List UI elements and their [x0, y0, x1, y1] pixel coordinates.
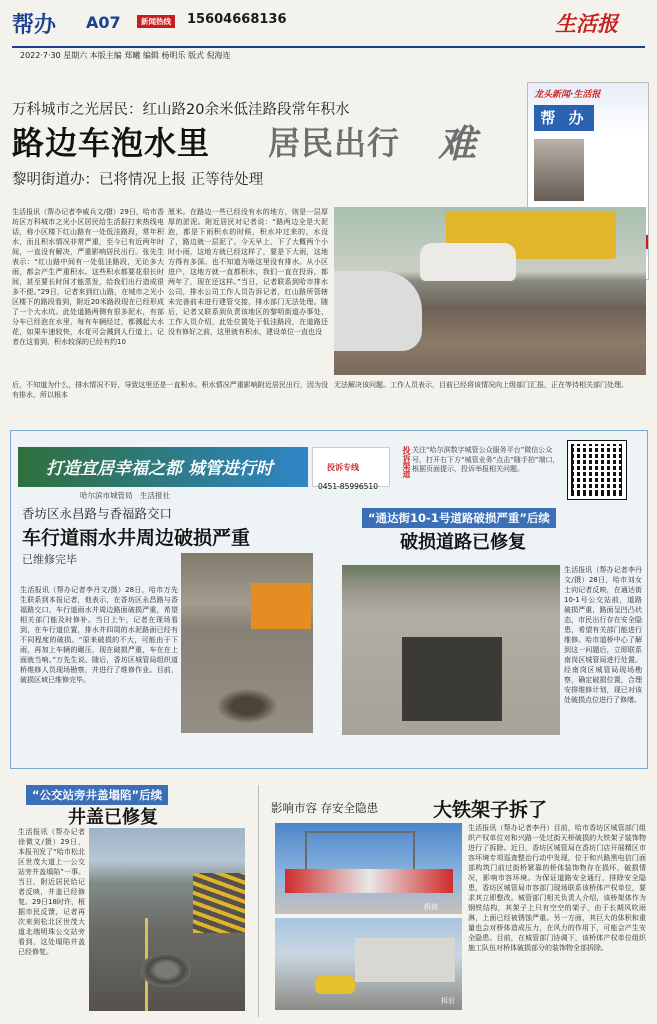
billboard-shape: [285, 869, 453, 893]
lead-headline-part2: 居民出行: [268, 124, 401, 162]
lead-body-column-1: 生活报讯（帮办记者李威兵文/摄）29日，哈市香坊区万科城市之光小区居民给生活报打来热线电话，称小区楼下红山路有一处低洼路段，常年积水，而且积水情况非常严重，至今已有近两年时间，一直没有解决，严重影响居民出行。张先生表示：“红山路中间有一处低洼路段，无论多大雨，都会产生严重积水。这些积水都要花很长时间，甚至要长时间才能蒸发，给我们出行造成很多不便。”29日，记者来到红山路，在城市之光小区楼下的路段看到，附近20米路段现在已经形成了一个大水坑。此处道路两侧有很多泥水，有部分车已经泡在水里，每有车辆经过，都溅起大水花，如果车速较快，水花可会溅到人行道上。记者在这看到，积水较深的已经有约10: [12, 208, 164, 346]
photo-caption-after: 拆后: [441, 997, 455, 1005]
bottom-right-pretitle: 影响市容 存安全隐患: [271, 801, 379, 815]
flooded-road-photo: [334, 207, 646, 375]
reporter-photo: [534, 139, 584, 201]
manhole-repair-photo: [89, 828, 245, 1011]
qr-channel-label: 投诉渠道: [402, 446, 411, 478]
city-management-banner: [18, 447, 308, 487]
bottom-left-headline: 井盖已修复: [68, 807, 158, 828]
qr-instructions: 关注“哈尔滨数字城管公众服务平台”微信公众号，打开右下方“城管业务”点击“随手拍”端口，根据页面提示，投诉举报相关问题。: [412, 446, 560, 473]
complaint-number: 0451-85996510: [318, 482, 378, 491]
complaint-box: [312, 447, 390, 487]
mid-left-subtitle: 已维修完毕: [22, 553, 77, 566]
bottom-right-body: 生活报讯（帮办记者李丹）目前，哈市香坊区城管部门组织产权单位对和兴路一处过街天桥破损的大铁架子装饰物进行了拆除。近日，香坊区城管局在香坊门店开展精区市容环境专项巡查整治行动中发现，位于和兴路黑电信门面部构筑门前过街桥紧靠的桥体装饰物存在损坏，破损情况，影响市容环境。为保证道路安全通行，排除安全隐患，香坊区城管局市容部门现场联系该桥体产权单位，要求其立即整改。城管部门相关负责人介绍，该桥架体作为钢铁结构，其架子上只有空空的架子，由于长期风吹雨淋，上面已经被锈蚀严重。另一方面，其巨大的体积和重量也会对桥体造成压力，在风力的作用下，可能会产生安全隐患。目前，在城管部门协调下，该桥体产权单位组织施工队伍对桥体破损部分的装饰物全部拆除。: [468, 824, 646, 952]
hotline-label: 新闻热线: [137, 15, 175, 28]
mid-right-headline: 破损道路已修复: [400, 532, 526, 553]
lead-pretitle: 万科城市之光居民：红山路20余米低洼路段常年积水: [12, 102, 350, 118]
iron-frame-shape: [305, 831, 415, 871]
after-removal-photo: [275, 918, 462, 1010]
mid-left-pretitle: 香坊区永昌路与香福路交口: [22, 506, 173, 521]
qr-code-pattern: [573, 446, 621, 494]
drain-hole-shape: [217, 689, 277, 723]
complaint-label: 投诉专线: [327, 463, 359, 472]
lead-body-column-2: 厘米。在路边一些已经没有水的地方，则是一层厚厚的淤泥。附近居民对记者说：“路两边全是大泥泡，都是下雨积水的时候，积水冲过来的，水没了，路边就一层泥了。今天早上，下了大概两个小时小雨，这地方就已经这样了，要是下大雨，这地方得有多深。也不知道为啥这里没有排水。从小区进户，这地方就一直都积水，我们一直在投诉，都两年了，现在还这样。”当日，记者联系到哈市排水公司，排水公司工作人员告诉记者，红山路所管辖未完善前未进行建管交接，排水部门无法处理。随后，记者又联系到负责该地区的黎明街道办事处，工作人员介绍，此处位置处于低洼路段，在道路还没有修好之前，这里就有积水，建设单位一直也没: [168, 208, 328, 336]
dateline: 2022·7·30 星期六 本版主编 郑曦 编辑 杨明乐 版式 倪海连: [20, 51, 231, 60]
lead-headline-part3: 难: [438, 121, 477, 166]
promo-label: 帮 办: [534, 105, 594, 131]
banner-text: 打造宜居幸福之都 城管进行时: [46, 459, 273, 479]
bicycles-shape: [193, 873, 245, 933]
page-number: A07: [86, 13, 121, 32]
before-removal-photo: [275, 823, 462, 914]
page-section-title: 帮办: [12, 12, 57, 38]
mid-left-body: 生活报讯（帮办记者李丹文/摄）28日，哈市万先生联系到本报记者，他表示，在香坊区永昌路与香福路交口，车行道雨水井周边路面破损严重，希望相关部门能及时修补。当日上午，记者在现场看到，在车行道位置，排水井四周的水泥路面已经有不同程度的破损。“原来破损的不大，可能由于下雨，再加上车辆的碾压，现在破损严重，车在在上面就当响。”万先生说。随后，香坊区城管局组织道桥维修人员现场勘察，并进行了维修作业。目前，破损区域已维修完毕。: [20, 586, 178, 684]
white-car-shape: [420, 243, 516, 281]
banner-sponsors: 哈尔滨市城管局 生活报社: [80, 491, 170, 500]
mid-right-body: 生活报讯（帮办记者李丹文/摄）28日，哈市刘女士向记者反映，在通达街10-1号公交站前，道路破损严重，路面呈凹凸状态，市民出行存在安全隐患，希望有关部门能进行维修。哈市道桥中心了解到这一问题后，立即联系南岗区城管局进行处置。经南岗区城管局现场勘察，确定破损位置，合理安排维修计划，现已对该处破损点位进行了修缮。: [564, 566, 642, 704]
newspaper-brand: 生活报: [555, 11, 618, 36]
drain-repair-photo: [181, 553, 313, 733]
lead-body-column-3: 后，不知道为什么，排水情况不好，导致这里还是一直积水。积水情况严重影响附近居民出行，因为没有排水，所以根本: [12, 381, 328, 399]
photo-caption-before: 拆前: [424, 903, 438, 911]
column-divider: [258, 785, 259, 1017]
header-divider: [12, 46, 645, 48]
taxi-shape: [315, 976, 355, 994]
hotline-number: 15604668136: [187, 12, 287, 27]
lead-subtitle: 黎明街道办：已将情况上报 正等待处理: [12, 172, 264, 188]
building-shape: [355, 938, 455, 982]
lead-body-column-4: 无法解决该问题。工作人员表示，目前已经将该情况向上级部门汇报，正在等待相关部门处理。: [334, 381, 628, 389]
mid-left-headline: 车行道雨水井周边破损严重: [22, 527, 251, 549]
bottom-left-followup-tag: “公交站旁井盖塌陷”后续: [26, 785, 168, 805]
manhole-cover-shape: [141, 953, 191, 987]
asphalt-patch-shape: [402, 637, 502, 721]
lead-headline-part1: 路边车泡水里: [12, 124, 211, 162]
mid-right-followup-tag: “通达街10-1号道路破损严重”后续: [362, 508, 556, 528]
bottom-left-body: 生活报讯（帮办记者徐微文/摄）29日，本报刊发了“哈市松北区世茂大道上一公交站旁井盖塌陷”一事。当日，附近居民给记者反映，井盖已经修复。29日18时许，根据市民反馈，记者再次来到松北区世茂大道北端明珠公交站旁看到，这处塌陷井盖已经修复。: [18, 828, 85, 956]
truck-shape: [251, 583, 311, 629]
promo-network: 龙头新闻·生活报: [534, 90, 601, 100]
parked-car-shape: [334, 271, 422, 351]
road-repair-photo: [342, 565, 560, 735]
bottom-right-headline: 大铁架子拆了: [433, 799, 548, 821]
